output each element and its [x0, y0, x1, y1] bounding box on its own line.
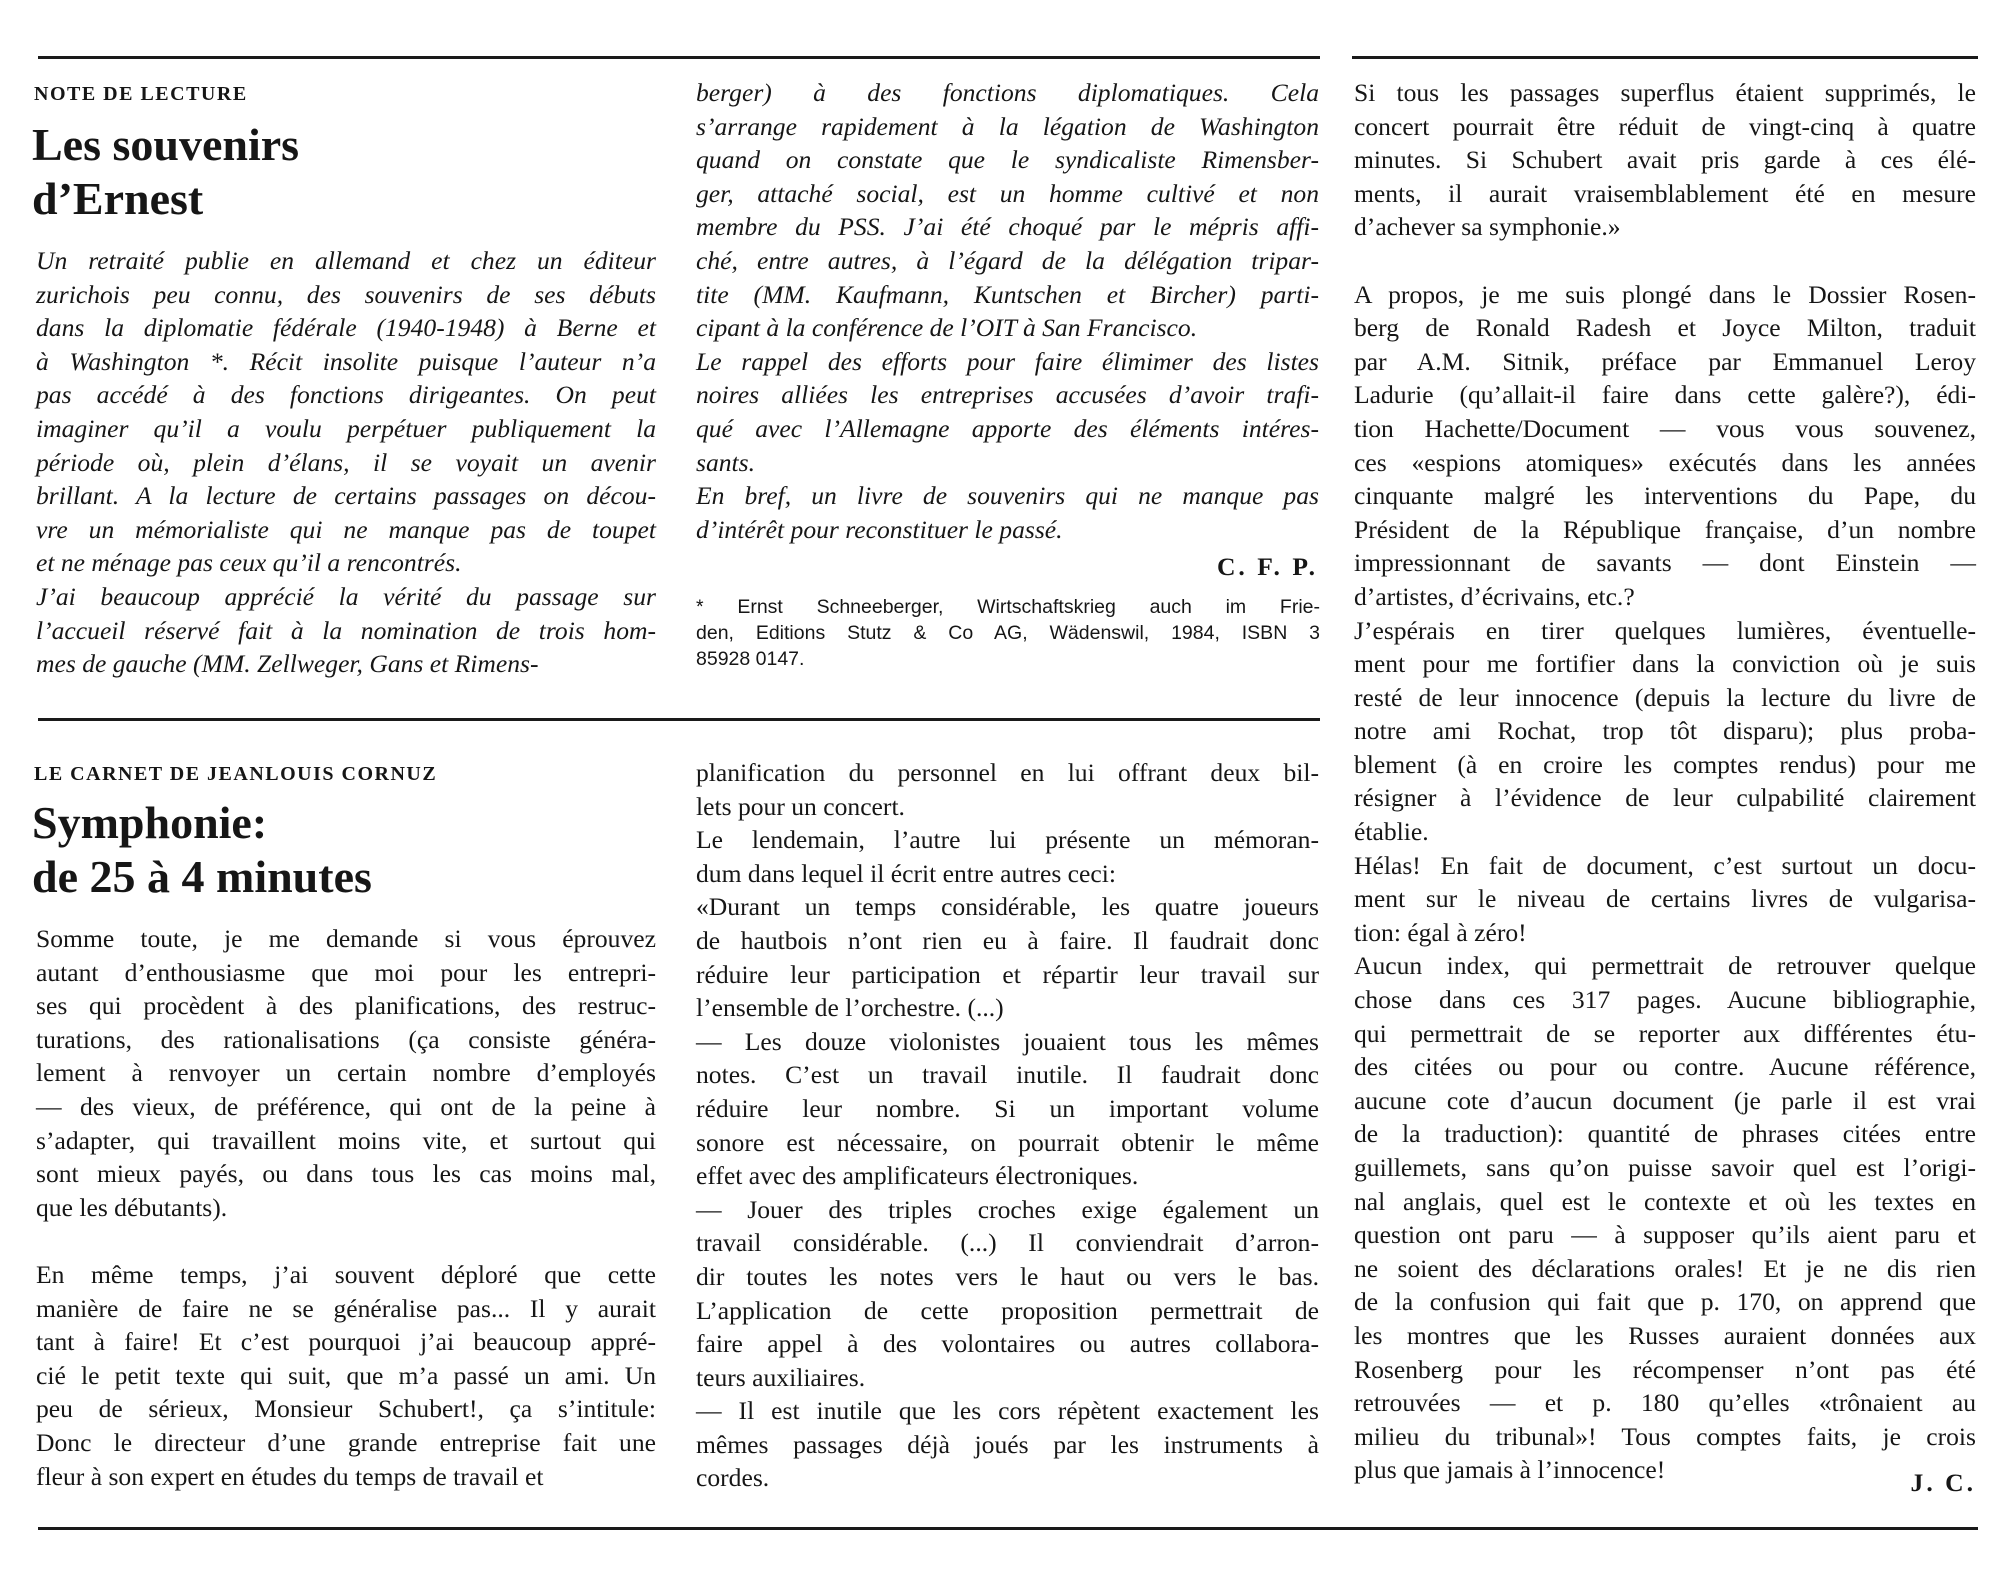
text-line: travail considérable. (...) Il conviendrait d’arron-	[696, 1228, 1319, 1258]
text-line: lets pour un concert.	[696, 791, 905, 821]
text-line: planification du personnel en lui offrant deux bil-	[696, 758, 1319, 787]
text-line: ment sur le niveau de certains livres de vulgarisa-	[1354, 884, 1976, 914]
text-line: de la traduction): quantité de phrases citées entre	[1354, 1119, 1976, 1149]
text-line: cipant à la conférence de l’OIT à San Francisco.	[696, 313, 1198, 343]
text-line: plus que jamais à l’innocence!	[1354, 1455, 1666, 1485]
text-line: nal anglais, quel est le contexte et où les textes en	[1354, 1186, 1976, 1216]
text-line: d’artistes, d’écrivains, etc.?	[1354, 581, 1635, 611]
text-line: Aucun index, qui permettrait de retrouver quelque	[1354, 951, 1976, 981]
article2-title-line1: Symphonie:	[32, 797, 268, 848]
text-line: sonore est nécessaire, on pourrait obtenir le même	[696, 1127, 1319, 1157]
text-line: Rosenberg pour les récompenser n’ont pas été	[1354, 1354, 1976, 1384]
bottom-rule	[38, 1527, 1978, 1530]
text-line: Président de la République française, d’un nombre	[1354, 514, 1976, 544]
text-line: des citées ou pour ou contre. Aucune référence,	[1354, 1052, 1976, 1082]
text-line: imaginer qu’il a voulu perpétuer publiquement la	[36, 413, 656, 443]
text-line: guillemets, sans qu’on puisse savoir quel est l’origi-	[1354, 1153, 1976, 1182]
text-line: dir toutes les notes vers le haut ou vers le bas.	[696, 1261, 1319, 1291]
article1-title	[32, 118, 299, 226]
text-line: mes de gauche (MM. Zellweger, Gans et Rimens-	[36, 649, 539, 679]
top-rule-right	[1352, 56, 1978, 59]
text-line: sants.	[696, 447, 756, 477]
article2-kicker: LE CARNET DE JEANLOUIS CORNUZ	[34, 763, 438, 785]
text-line: autant d’enthousiasme que moi pour les entrepri-	[36, 957, 656, 987]
text-line: mêmes passages déjà joués par les instruments à	[696, 1429, 1319, 1459]
text-line: qué avec l’Allemagne apporte des éléments intéres-	[696, 413, 1319, 443]
text-line: turations, des rationalisations (ça consiste généra-	[36, 1024, 656, 1054]
text-line: «Durant un temps considérable, les quatre joueurs	[696, 892, 1319, 922]
text-line: réduire leur participation et répartir leur travail sur	[696, 959, 1319, 989]
text-line: — des vieux, de préférence, qui ont de la peine à	[36, 1091, 656, 1121]
text-line: concert pourrait être réduit de vingt-cinq à quatre	[1354, 111, 1976, 141]
text-line: notre ami Rochat, trop tôt disparu); plus proba-	[1354, 716, 1976, 746]
text-line: En bref, un livre de souvenirs qui ne manque pas	[696, 481, 1319, 511]
mid-rule	[38, 718, 1320, 721]
article2-column2	[696, 756, 1319, 1495]
text-line: dum dans lequel il écrit entre autres ceci:	[696, 858, 1116, 888]
text-line: l’accueil réservé fait à la nomination de trois hom-	[36, 615, 656, 645]
text-line: pas accédé à des fonctions dirigeantes. On peut	[36, 380, 656, 410]
text-line: J’ai beaucoup apprécié la vérité du passage sur	[36, 581, 656, 611]
article1-column2	[696, 76, 1319, 546]
text-line: — Jouer des triples croches exige également un	[696, 1194, 1319, 1224]
text-line: cié le petit texte qui suit, que m’a passé un ami. Un	[36, 1360, 656, 1390]
text-line: qui permettrait de se reporter aux différentes étu-	[1354, 1018, 1976, 1048]
text-line: zurichois peu connu, des souvenirs de ses débuts	[36, 279, 656, 309]
text-line: Le rappel des efforts pour faire élimimer des listes	[696, 346, 1319, 376]
text-line: peu de sérieux, Monsieur Schubert!, ça s’intitule:	[36, 1394, 656, 1424]
paragraph-gap	[1354, 244, 1976, 278]
text-line: L’application de cette proposition permettrait de	[696, 1295, 1319, 1325]
text-line: tant à faire! Et c’est pourquoi j’ai beaucoup appré-	[36, 1327, 656, 1357]
text-line: lement à renvoyer un certain nombre d’employés	[36, 1058, 656, 1088]
text-line: faire appel à des volontaires ou autres collabora-	[696, 1329, 1319, 1359]
text-line: den, Editions Stutz & Co AG, Wädenswil, 1984, ISBN 3	[696, 622, 1320, 644]
text-line: blement (à en croire les comptes rendus) pour me	[1354, 749, 1976, 779]
article1-title-line2: d’Ernest	[32, 173, 204, 224]
text-line: par A.M. Sitnik, préface par Emmanuel Leroy	[1354, 346, 1976, 376]
text-line: que les débutants).	[36, 1192, 228, 1222]
text-line: Donc le directeur d’une grande entreprise fait une	[36, 1427, 656, 1457]
text-line: — Il est inutile que les cors répètent exactement les	[696, 1396, 1319, 1426]
text-line: chose dans ces 317 pages. Aucune bibliographie,	[1354, 985, 1976, 1015]
text-line: et ne ménage pas ceux qu’il a rencontrés.	[36, 548, 462, 578]
text-line: aucune cote d’aucun document (je parle il est vrai	[1354, 1085, 1976, 1115]
text-line: minutes. Si Schubert avait pris garde à ces élé-	[1354, 145, 1976, 175]
text-line: cinquante malgré les interventions du Pape, du	[1354, 481, 1976, 511]
text-line: de hautbois n’ont rien eu à faire. Il faudrait donc	[696, 925, 1319, 955]
text-line: de la confusion qui fait que p. 170, on apprend que	[1354, 1287, 1976, 1317]
text-line: période où, plein d’élans, il se voyait un avenir	[36, 447, 656, 477]
text-line: résigner à l’évidence de leur culpabilité clairement	[1354, 783, 1976, 813]
text-line: s’arrange rapidement à la légation de Washington	[696, 111, 1319, 141]
text-line: vre un mémorialiste qui ne manque pas de toupet	[36, 514, 656, 544]
article2-title-line2: de 25 à 4 minutes	[32, 851, 372, 902]
text-line: teurs auxiliaires.	[696, 1362, 866, 1392]
text-line: notes. C’est un travail inutile. Il faudrait donc	[696, 1060, 1319, 1090]
text-line: Somme toute, je me demande si vous éprouvez	[36, 924, 656, 953]
text-line: J’espérais en tirer quelques lumières, éventuelle-	[1354, 615, 1976, 645]
text-line: Le lendemain, l’autre lui présente un mémoran-	[696, 825, 1319, 855]
article1-signature: C. F. P.	[1216, 552, 1318, 581]
text-line: A propos, je me suis plongé dans le Dossier Rosen-	[1354, 279, 1976, 309]
text-line: En même temps, j’ai souvent déploré que cette	[36, 1259, 656, 1289]
text-line: d’intérêt pour reconstituer le passé.	[696, 514, 1063, 544]
text-line: ne soient des déclarations orales! Et je ne dis rien	[1354, 1253, 1976, 1283]
article2-title	[32, 796, 372, 904]
text-line: sont mieux payés, ou dans tous les cas moins mal,	[36, 1159, 656, 1189]
text-line: l’ensemble de l’orchestre. (...)	[696, 993, 1004, 1023]
text-line: ces «espions atomiques» exécutés dans les années	[1354, 447, 1976, 477]
article2-signature: J. C.	[1910, 1468, 1976, 1497]
text-line: ché, entre autres, à l’égard de la délégation tripar-	[696, 245, 1319, 275]
text-line: Si tous les passages superflus étaient supprimés, le	[1354, 78, 1976, 107]
article2-column3	[1354, 76, 1976, 1487]
article1-kicker: NOTE DE LECTURE	[34, 83, 248, 105]
text-line: Un retraité publie en allemand et chez un éditeur	[36, 246, 656, 275]
paragraph-gap	[36, 1224, 656, 1258]
text-line: cordes.	[696, 1463, 770, 1493]
text-line: tion Hachette/Document — vous vous souvenez,	[1354, 413, 1976, 443]
text-line: s’adapter, qui travaillent moins vite, et surtout qui	[36, 1125, 656, 1155]
text-line: berg de Ronald Radesh et Joyce Milton, traduit	[1354, 313, 1976, 343]
text-line: ments, il aurait vraisemblablement été en mesure	[1354, 178, 1976, 208]
text-line: Ladurie (qu’allait-il faire dans cette galère?), édi-	[1354, 380, 1976, 410]
text-line: impressionnant de savants — dont Einstein —	[1354, 548, 1976, 578]
text-line: les montres que les Russes auraient données aux	[1354, 1320, 1976, 1350]
text-line: établie.	[1354, 817, 1429, 847]
text-line: d’achever sa symphonie.»	[1354, 212, 1621, 242]
text-line: retrouvées — et p. 180 qu’elles «trônaient au	[1354, 1388, 1976, 1418]
text-line: effet avec des amplificateurs électroniques.	[696, 1161, 1139, 1191]
text-line: ment pour me fortifier dans la conviction où je suis	[1354, 649, 1976, 679]
text-line: quand on constate que le syndicaliste Rimensber-	[696, 145, 1319, 175]
text-line: Hélas! En fait de document, c’est surtout un docu-	[1354, 850, 1976, 880]
article2-column1	[36, 922, 656, 1493]
text-line: réduire leur nombre. Si un important volume	[696, 1093, 1319, 1123]
top-rule-left	[38, 56, 1320, 59]
text-line: noires alliées les entreprises accusées d’avoir trafi-	[696, 380, 1319, 410]
text-line: — Les douze violonistes jouaient tous les mêmes	[696, 1026, 1319, 1056]
text-line: resté de leur innocence (depuis la lecture du livre de	[1354, 682, 1976, 712]
text-line: question ont paru — à supposer qu’ils aient paru et	[1354, 1220, 1976, 1250]
text-line: brillant. A la lecture de certains passages on décou-	[36, 481, 656, 511]
article1-footnote	[696, 594, 1320, 672]
text-line: manière de faire ne se généralise pas... Il y aurait	[36, 1293, 656, 1323]
text-line: tion: égal à zéro!	[1354, 917, 1527, 947]
text-line: tite (MM. Kaufmann, Kuntschen et Bircher) parti-	[696, 279, 1319, 309]
text-line: ses qui procèdent à des planifications, des restruc-	[36, 991, 656, 1021]
text-line: * Ernst Schneeberger, Wirtschaftskrieg auch im Frie-	[696, 596, 1320, 618]
text-line: 85928 0147.	[696, 648, 805, 670]
text-line: dans la diplomatie fédérale (1940-1948) à Berne et	[36, 313, 656, 343]
text-line: membre du PSS. J’ai été choqué par le mépris affi-	[696, 212, 1319, 242]
text-line: milieu du tribunal»! Tous comptes faits, je crois	[1354, 1421, 1976, 1451]
text-line: berger) à des fonctions diplomatiques. Cela	[696, 78, 1319, 107]
article1-column1	[36, 244, 656, 681]
article1-title-line1: Les souvenirs	[32, 119, 300, 170]
text-line: ger, attaché social, est un homme cultivé et non	[696, 178, 1319, 208]
text-line: fleur à son expert en études du temps de travail et	[36, 1461, 544, 1491]
text-line: à Washington *. Récit insolite puisque l’auteur n’a	[36, 346, 656, 376]
